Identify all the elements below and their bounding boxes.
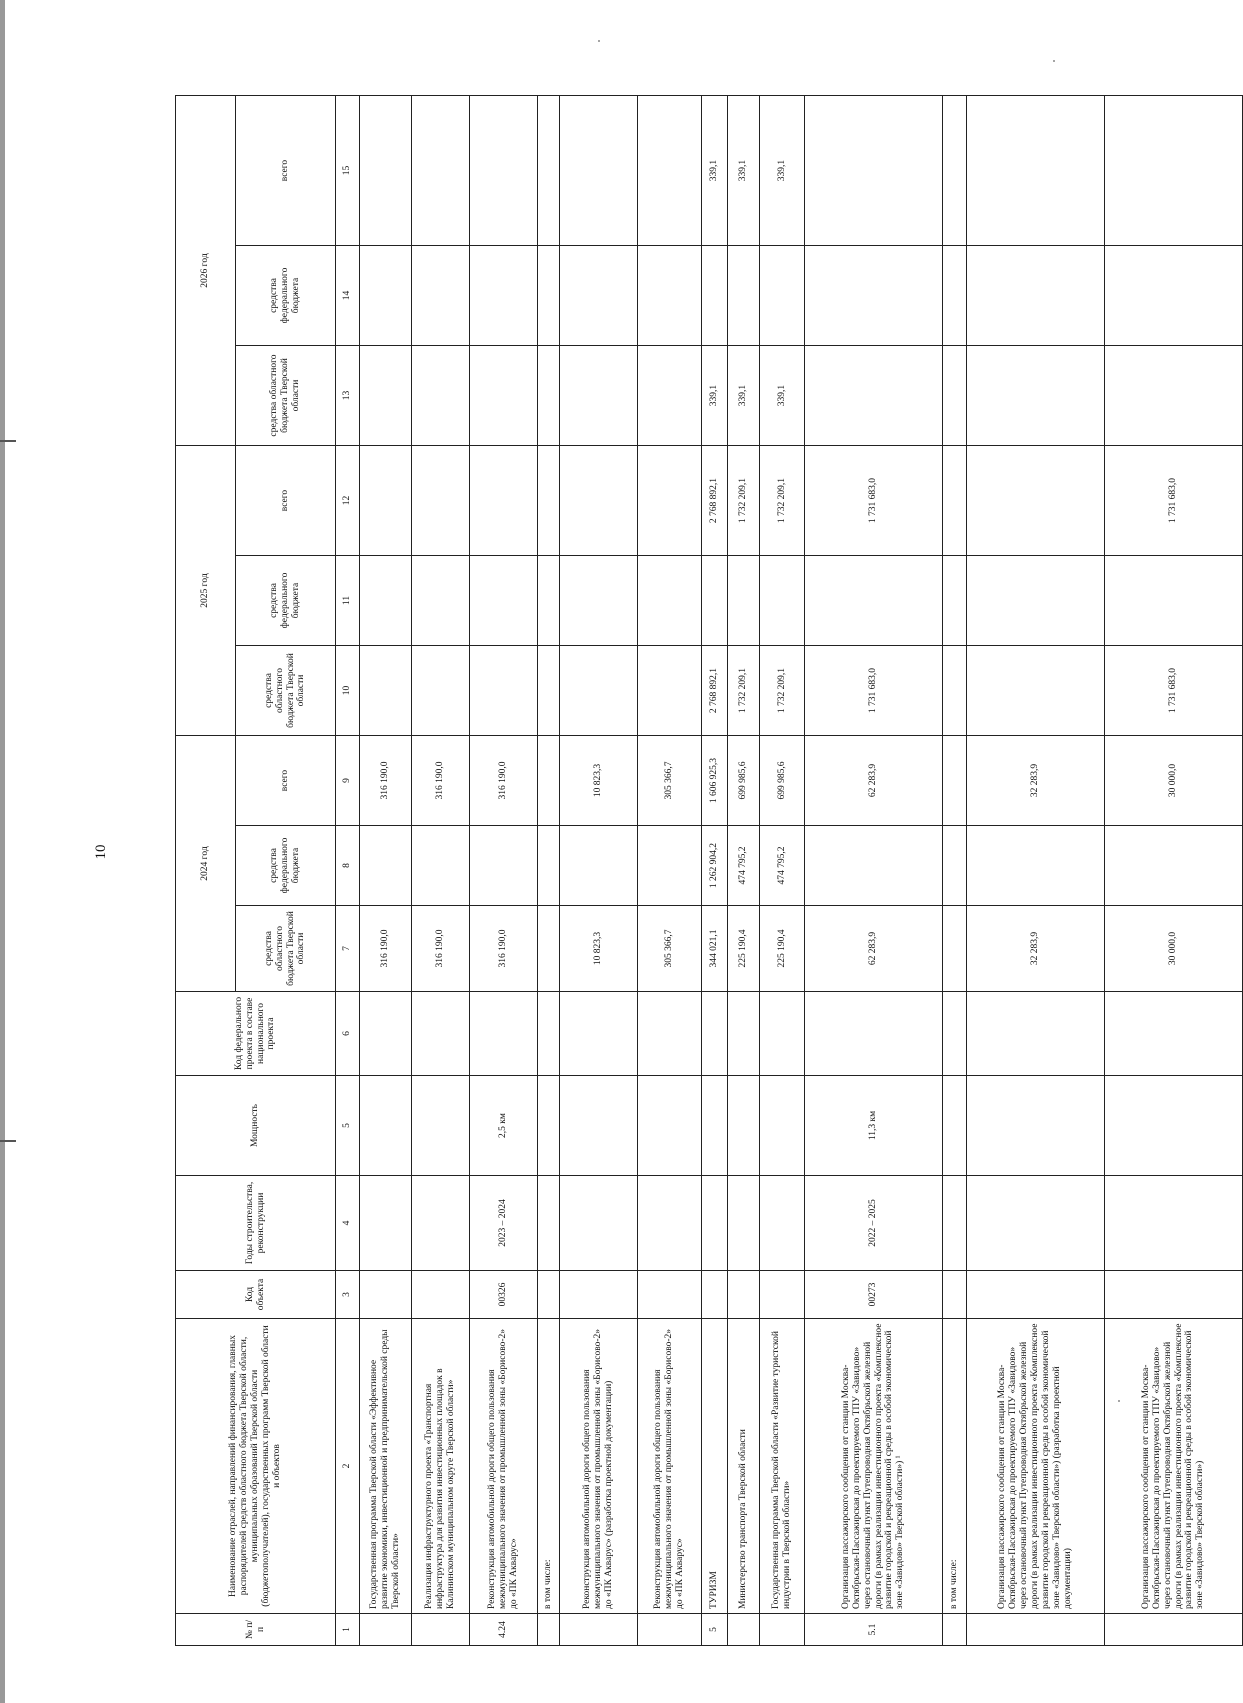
cell-regional-2026 xyxy=(360,346,412,446)
cell-regional-2025 xyxy=(967,646,1105,736)
column-index: 8 xyxy=(336,826,360,906)
cell-federal-2025 xyxy=(760,556,805,646)
cell-construction-years: 2023 – 2024 xyxy=(470,1176,538,1271)
cell-federal-2024 xyxy=(538,826,560,906)
cell-object-code xyxy=(538,1271,560,1319)
cell-total-2024: 699 985,6 xyxy=(760,736,805,826)
scan-speck xyxy=(598,40,600,42)
cell-row-name: Организация пассажирского сообщения от станции Москва-Октябрьская-Пассажирская до проектируемого ТПУ «Завидово» через остановочный пункт Путепроводная Октябрьской железной дороги (в рамках реализации инвестиционного проекта «Комплексное развитие городской и рекреационной среды в особой экономической зоне «Завидово» Тверской области») (разработка проектной документации) xyxy=(967,1319,1105,1614)
cell-object-code: 00273 xyxy=(805,1271,943,1319)
table-row xyxy=(412,96,470,1646)
cell-object-code xyxy=(728,1271,760,1319)
table-row xyxy=(805,96,943,1646)
cell-federal-2025 xyxy=(702,556,728,646)
cell-row-name: в том числе: xyxy=(538,1319,560,1614)
cell-capacity: 2,5 км xyxy=(470,1076,538,1176)
cell-row-number xyxy=(412,1614,470,1646)
cell-total-2024: 62 283,9 xyxy=(805,736,943,826)
cell-federal-project-code xyxy=(728,992,760,1076)
header-code: Код объекта xyxy=(176,1271,336,1319)
cell-object-code xyxy=(560,1271,638,1319)
cell-regional-2025 xyxy=(360,646,412,736)
cell-total-2025: 2 768 892,1 xyxy=(702,446,728,556)
cell-regional-2024: 316 190,0 xyxy=(470,906,538,992)
cell-regional-2026: 339,1 xyxy=(702,346,728,446)
cell-federal-project-code xyxy=(702,992,728,1076)
cell-row-name: Министерство транспорта Тверской области xyxy=(728,1319,760,1614)
cell-row-number xyxy=(728,1614,760,1646)
cell-regional-2024: 305 366,7 xyxy=(638,906,702,992)
cell-row-number xyxy=(360,1614,412,1646)
cell-federal-project-code xyxy=(560,992,638,1076)
cell-federal-2024 xyxy=(412,826,470,906)
column-index: 13 xyxy=(336,346,360,446)
cell-regional-2026 xyxy=(638,346,702,446)
cell-row-name: Организация пассажирского сообщения от станции Москва-Октябрьская-Пассажирская до проектируемого ТПУ «Завидово» через остановочный пункт Путепроводная Октябрьской железной дороги (в рамках реализации инвестиционного проекта «Комплексное развитие городской и рекреационной среды в особой экономической зоне «Завидово» Тверской области») xyxy=(1105,1319,1243,1614)
cell-regional-2026 xyxy=(538,346,560,446)
cell-row-name: Государственная программа Тверской области «Развитие туристской индустрии в Тверской области» xyxy=(760,1319,805,1614)
cell-row-name: Реконструкция автомобильной дороги общего пользования межмуниципального значения от промышленной зоны «Борисово-2» до «ПК Акварус» xyxy=(638,1319,702,1614)
header-total-2026: всего xyxy=(236,96,336,246)
cell-regional-2026 xyxy=(560,346,638,446)
cell-federal-project-code xyxy=(412,992,470,1076)
cell-federal-2025 xyxy=(538,556,560,646)
column-index: 3 xyxy=(336,1271,360,1319)
cell-regional-2026 xyxy=(943,346,967,446)
cell-federal-2026 xyxy=(728,246,760,346)
column-index: 1 xyxy=(336,1614,360,1646)
cell-regional-2024: 225 190,4 xyxy=(728,906,760,992)
cell-regional-2024 xyxy=(538,906,560,992)
header-regional-2025: средства областного бюджета Тверской области xyxy=(236,646,336,736)
page-number: 10 xyxy=(93,844,109,860)
header-year-2024: 2024 год xyxy=(176,736,236,992)
header-federal-2026: средства федерального бюджета xyxy=(236,246,336,346)
cell-object-code xyxy=(412,1271,470,1319)
cell-federal-2026 xyxy=(538,246,560,346)
cell-regional-2025: 1 731 683,0 xyxy=(1105,646,1243,736)
cell-object-code xyxy=(360,1271,412,1319)
cell-total-2024: 316 190,0 xyxy=(412,736,470,826)
cell-capacity: 11,3 км xyxy=(805,1076,943,1176)
column-index: 10 xyxy=(336,646,360,736)
cell-regional-2025 xyxy=(638,646,702,736)
cell-total-2025: 1 732 209,1 xyxy=(760,446,805,556)
cell-federal-2025 xyxy=(560,556,638,646)
cell-federal-2025 xyxy=(470,556,538,646)
cell-federal-2025 xyxy=(967,556,1105,646)
cell-total-2026 xyxy=(943,96,967,246)
cell-total-2025 xyxy=(412,446,470,556)
cell-construction-years xyxy=(1105,1176,1243,1271)
cell-capacity xyxy=(760,1076,805,1176)
cell-federal-2026 xyxy=(1105,246,1243,346)
column-index: 2 xyxy=(336,1319,360,1614)
cell-regional-2025: 1 731 683,0 xyxy=(805,646,943,736)
cell-row-name: Реализация инфраструктурного проекта «Транспортная инфраструктура для развития инвестиционных площадок в Калининском муниципальном округе Тверской области» xyxy=(412,1319,470,1614)
table-row xyxy=(638,96,702,1646)
cell-total-2025 xyxy=(943,446,967,556)
cell-federal-2026 xyxy=(638,246,702,346)
cell-federal-2024 xyxy=(943,826,967,906)
cell-federal-2025 xyxy=(360,556,412,646)
column-index: 12 xyxy=(336,446,360,556)
cell-object-code xyxy=(943,1271,967,1319)
cell-capacity xyxy=(943,1076,967,1176)
table-row xyxy=(967,96,1105,1646)
cell-federal-2024 xyxy=(967,826,1105,906)
cell-construction-years xyxy=(967,1176,1105,1271)
scan-speck xyxy=(1053,60,1055,62)
header-num: № п/п xyxy=(176,1614,336,1646)
cell-federal-2026 xyxy=(760,246,805,346)
cell-federal-2026 xyxy=(412,246,470,346)
cell-construction-years xyxy=(728,1176,760,1271)
cell-regional-2025 xyxy=(560,646,638,736)
cell-total-2025 xyxy=(967,446,1105,556)
cell-federal-2024: 474 795,2 xyxy=(760,826,805,906)
cell-federal-2025 xyxy=(412,556,470,646)
cell-total-2025: 1 732 209,1 xyxy=(728,446,760,556)
header-years: Годы строительства, реконструкции xyxy=(176,1176,336,1271)
cell-total-2024: 32 283,9 xyxy=(967,736,1105,826)
cell-construction-years xyxy=(760,1176,805,1271)
cell-object-code xyxy=(760,1271,805,1319)
cell-total-2025 xyxy=(360,446,412,556)
cell-regional-2024: 316 190,0 xyxy=(360,906,412,992)
cell-total-2024 xyxy=(538,736,560,826)
cell-federal-2026 xyxy=(967,246,1105,346)
cell-federal-2024 xyxy=(805,826,943,906)
cell-construction-years: 2022 – 2025 xyxy=(805,1176,943,1271)
cell-federal-2024 xyxy=(1105,826,1243,906)
column-index: 6 xyxy=(336,992,360,1076)
cell-capacity xyxy=(967,1076,1105,1176)
cell-total-2026 xyxy=(638,96,702,246)
cell-federal-2026 xyxy=(805,246,943,346)
cell-total-2024: 30 000,0 xyxy=(1105,736,1243,826)
cell-total-2025: 1 731 683,0 xyxy=(1105,446,1243,556)
cell-row-number xyxy=(943,1614,967,1646)
cell-row-number xyxy=(1105,1614,1243,1646)
header-total-2024: всего xyxy=(236,736,336,826)
column-index: 15 xyxy=(336,96,360,246)
cell-regional-2026 xyxy=(805,346,943,446)
cell-row-number: 4.24 xyxy=(470,1614,538,1646)
table-row xyxy=(560,96,638,1646)
cell-total-2024: 316 190,0 xyxy=(470,736,538,826)
cell-regional-2025: 1 732 209,1 xyxy=(728,646,760,736)
cell-total-2025 xyxy=(560,446,638,556)
cell-total-2025 xyxy=(470,446,538,556)
cell-row-name: Реконструкция автомобильной дороги общего пользования межмуниципального значения от промышленной зоны «Борисово-2» до «ПК Акварус» xyxy=(470,1319,538,1614)
cell-object-code xyxy=(702,1271,728,1319)
cell-federal-2024 xyxy=(638,826,702,906)
column-index: 11 xyxy=(336,556,360,646)
cell-row-number xyxy=(538,1614,560,1646)
cell-construction-years xyxy=(412,1176,470,1271)
cell-total-2024: 1 606 925,3 xyxy=(702,736,728,826)
header-capacity: Мощность xyxy=(176,1076,336,1176)
header-federal-2025: средства федерального бюджета xyxy=(236,556,336,646)
cell-federal-2026 xyxy=(470,246,538,346)
cell-total-2024: 316 190,0 xyxy=(360,736,412,826)
column-index: 4 xyxy=(336,1176,360,1271)
cell-row-number: 5.1 xyxy=(805,1614,943,1646)
cell-object-code xyxy=(1105,1271,1243,1319)
header-fed-project-code: Код федерального проекта в составе национального проекта xyxy=(176,992,336,1076)
cell-capacity xyxy=(538,1076,560,1176)
cell-construction-years xyxy=(943,1176,967,1271)
cell-regional-2024: 30 000,0 xyxy=(1105,906,1243,992)
cell-total-2026 xyxy=(1105,96,1243,246)
cell-construction-years xyxy=(538,1176,560,1271)
cell-federal-2024: 1 262 904,2 xyxy=(702,826,728,906)
cell-total-2026 xyxy=(412,96,470,246)
cell-federal-2025 xyxy=(728,556,760,646)
table-row xyxy=(1105,96,1243,1646)
cell-row-name: в том числе: xyxy=(943,1319,967,1614)
table-row xyxy=(538,96,560,1646)
cell-capacity xyxy=(638,1076,702,1176)
cell-regional-2024: 62 283,9 xyxy=(805,906,943,992)
table-row xyxy=(728,96,760,1646)
cell-federal-2026 xyxy=(560,246,638,346)
cell-regional-2026 xyxy=(470,346,538,446)
cell-object-code xyxy=(638,1271,702,1319)
cell-federal-2026 xyxy=(943,246,967,346)
cell-regional-2025: 1 732 209,1 xyxy=(760,646,805,736)
header-regional-2026: средства областного бюджета Тверской области xyxy=(236,346,336,446)
investment-table xyxy=(175,95,1243,1646)
cell-construction-years xyxy=(702,1176,728,1271)
cell-row-number: 5 xyxy=(702,1614,728,1646)
cell-federal-project-code xyxy=(360,992,412,1076)
cell-total-2026 xyxy=(805,96,943,246)
cell-federal-project-code xyxy=(538,992,560,1076)
cell-regional-2024: 10 823,3 xyxy=(560,906,638,992)
header-total-2025: всего xyxy=(236,446,336,556)
cell-capacity xyxy=(560,1076,638,1176)
cell-total-2025: 1 731 683,0 xyxy=(805,446,943,556)
cell-federal-project-code xyxy=(1105,992,1243,1076)
cell-regional-2026 xyxy=(412,346,470,446)
cell-construction-years xyxy=(560,1176,638,1271)
header-name: Наименование отраслей, направлений финансирования, главных распорядителей средств областного бюджета Тверской области, муниципальных образований Тверской области (бюджетополучателей), государственных программ Тверской области и объектов xyxy=(176,1319,336,1614)
cell-construction-years xyxy=(360,1176,412,1271)
rotated-page xyxy=(175,96,1206,1646)
cell-row-name: Государственная программа Тверской области «Эффективное развитие экономики, инвестиционной и предпринимательской среды Тверской области» xyxy=(360,1319,412,1614)
cell-capacity xyxy=(702,1076,728,1176)
header-federal-2024: средства федерального бюджета xyxy=(236,826,336,906)
cell-row-number xyxy=(638,1614,702,1646)
scan-mark xyxy=(0,1140,16,1142)
cell-federal-2025 xyxy=(638,556,702,646)
table-row xyxy=(943,96,967,1646)
column-index: 14 xyxy=(336,246,360,346)
cell-federal-2024 xyxy=(360,826,412,906)
column-index: 5 xyxy=(336,1076,360,1176)
header-regional-2024: средства областного бюджета Тверской области xyxy=(236,906,336,992)
cell-total-2024 xyxy=(943,736,967,826)
cell-regional-2026 xyxy=(967,346,1105,446)
cell-federal-2026 xyxy=(360,246,412,346)
cell-capacity xyxy=(728,1076,760,1176)
cell-total-2024: 10 823,3 xyxy=(560,736,638,826)
cell-federal-2026 xyxy=(702,246,728,346)
cell-row-name: ТУРИЗМ xyxy=(702,1319,728,1614)
cell-federal-project-code xyxy=(943,992,967,1076)
cell-regional-2024: 344 021,1 xyxy=(702,906,728,992)
cell-total-2026 xyxy=(470,96,538,246)
cell-regional-2025: 2 768 892,1 xyxy=(702,646,728,736)
cell-federal-2025 xyxy=(943,556,967,646)
cell-federal-2024: 474 795,2 xyxy=(728,826,760,906)
cell-total-2026: 339,1 xyxy=(760,96,805,246)
scan-edge xyxy=(0,0,5,1703)
cell-total-2026: 339,1 xyxy=(728,96,760,246)
scan-mark xyxy=(0,440,16,442)
cell-regional-2026: 339,1 xyxy=(760,346,805,446)
cell-federal-project-code xyxy=(760,992,805,1076)
cell-total-2026 xyxy=(967,96,1105,246)
cell-federal-2025 xyxy=(1105,556,1243,646)
cell-regional-2025 xyxy=(538,646,560,736)
cell-row-name: Организация пассажирского сообщения от станции Москва-Октябрьская-Пассажирская до проектируемого ТПУ «Завидово» через остановочный пункт Путепроводная Октябрьской железной дороги (в рамках реализации инвестиционного проекта «Комплексное развитие городской и рекреационной среды в особой экономической зоне «Завидово» Тверской области») ¹ xyxy=(805,1319,943,1614)
header-year-2025: 2025 год xyxy=(176,446,236,736)
cell-total-2026 xyxy=(360,96,412,246)
cell-total-2025 xyxy=(638,446,702,556)
table-row xyxy=(360,96,412,1646)
cell-capacity xyxy=(360,1076,412,1176)
cell-regional-2026 xyxy=(1105,346,1243,446)
cell-row-name: Реконструкция автомобильной дороги общего пользования межмуниципального значения от промышленной зоны «Борисово-2» до «ПК Акварус» (разработка проектной документации) xyxy=(560,1319,638,1614)
cell-federal-project-code xyxy=(470,992,538,1076)
cell-federal-2024 xyxy=(560,826,638,906)
cell-regional-2025 xyxy=(412,646,470,736)
table-row xyxy=(702,96,728,1646)
table-row xyxy=(760,96,805,1646)
cell-regional-2024 xyxy=(943,906,967,992)
cell-total-2026 xyxy=(560,96,638,246)
cell-total-2026 xyxy=(538,96,560,246)
cell-total-2026: 339,1 xyxy=(702,96,728,246)
cell-federal-project-code xyxy=(638,992,702,1076)
cell-regional-2025 xyxy=(470,646,538,736)
cell-object-code: 00326 xyxy=(470,1271,538,1319)
cell-federal-2024 xyxy=(470,826,538,906)
table-viewport xyxy=(175,96,1206,1646)
cell-capacity xyxy=(1105,1076,1243,1176)
cell-capacity xyxy=(412,1076,470,1176)
cell-construction-years xyxy=(638,1176,702,1271)
cell-row-number xyxy=(760,1614,805,1646)
cell-regional-2024: 316 190,0 xyxy=(412,906,470,992)
column-index: 9 xyxy=(336,736,360,826)
table-row xyxy=(470,96,538,1646)
column-index: 7 xyxy=(336,906,360,992)
cell-federal-project-code xyxy=(805,992,943,1076)
cell-regional-2025 xyxy=(943,646,967,736)
cell-row-number xyxy=(967,1614,1105,1646)
cell-total-2024: 699 985,6 xyxy=(728,736,760,826)
cell-regional-2024: 225 190,4 xyxy=(760,906,805,992)
header-year-2026: 2026 год xyxy=(176,96,236,446)
cell-row-number xyxy=(560,1614,638,1646)
cell-object-code xyxy=(967,1271,1105,1319)
cell-federal-project-code xyxy=(967,992,1105,1076)
cell-federal-2025 xyxy=(805,556,943,646)
cell-regional-2026: 339,1 xyxy=(728,346,760,446)
cell-regional-2024: 32 283,9 xyxy=(967,906,1105,992)
cell-total-2024: 305 366,7 xyxy=(638,736,702,826)
cell-total-2025 xyxy=(538,446,560,556)
